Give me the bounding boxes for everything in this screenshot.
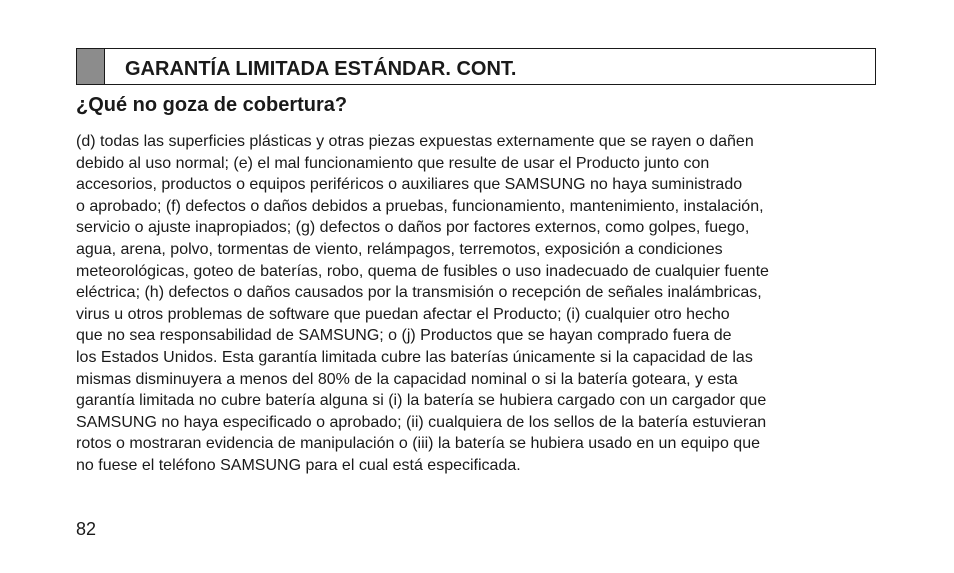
body-line: no fuese el teléfono SAMSUNG para el cual está especificada. bbox=[76, 456, 521, 474]
body-line: garantía limitada no cubre batería alguna si (i) la batería se hubiera cargado con un cargador que bbox=[76, 392, 767, 410]
body-line: mismas disminuyera a menos del 80% de la capacidad nominal o si la batería goteara, y esta bbox=[76, 370, 738, 388]
body-line: agua, arena, polvo, tormentas de viento, relámpagos, terremotos, exposición a condiciones bbox=[76, 240, 723, 258]
body-line: rotos o mostraran evidencia de manipulación o (iii) la batería se hubiera usado en un equipo que bbox=[76, 435, 760, 453]
body-line: accesorios, productos o equipos periféricos o auxiliares que SAMSUNG no haya suministrado bbox=[76, 176, 743, 194]
body-paragraph bbox=[76, 131, 871, 477]
body-line: servicio o ajuste inapropiados; (g) defectos o daños por factores externos, como golpes, fuego, bbox=[76, 219, 750, 237]
body-line: (d) todas las superficies plásticas y otras piezas expuestas externamente que se rayen o dañen bbox=[76, 133, 754, 150]
body-line: virus u otros problemas de software que puedan afectar el Producto; (i) cualquier otro hecho bbox=[76, 305, 730, 323]
body-line: eléctrica; (h) defectos o daños causados por la transmisión o recepción de señales inalámbricas, bbox=[76, 284, 762, 302]
body-line: que no sea responsabilidad de SAMSUNG; o (j) Productos que se hayan comprado fuera de bbox=[76, 327, 732, 345]
body-line: los Estados Unidos. Esta garantía limitada cubre las baterías únicamente si la capacidad de las bbox=[76, 348, 753, 366]
header-title: GARANTÍA LIMITADA ESTÁNDAR. CONT. bbox=[125, 58, 517, 80]
body-line: meteorológicas, goteo de baterías, robo, quema de fusibles o uso inadecuado de cualquier fuente bbox=[76, 262, 769, 280]
body-line: debido al uso normal; (e) el mal funcionamiento que resulte de usar el Producto junto con bbox=[76, 154, 710, 172]
body-line: SAMSUNG no haya especificado o aprobado; (ii) cualquiera de los sellos de la batería estuvieran bbox=[76, 413, 767, 431]
header-tab-marker bbox=[77, 49, 105, 84]
section-heading: ¿Qué no goza de cobertura? bbox=[76, 94, 348, 116]
page-number: 82 bbox=[76, 519, 97, 539]
section-header bbox=[76, 48, 876, 85]
body-line: o aprobado; (f) defectos o daños debidos a pruebas, funcionamiento, mantenimiento, instalación, bbox=[76, 197, 764, 215]
